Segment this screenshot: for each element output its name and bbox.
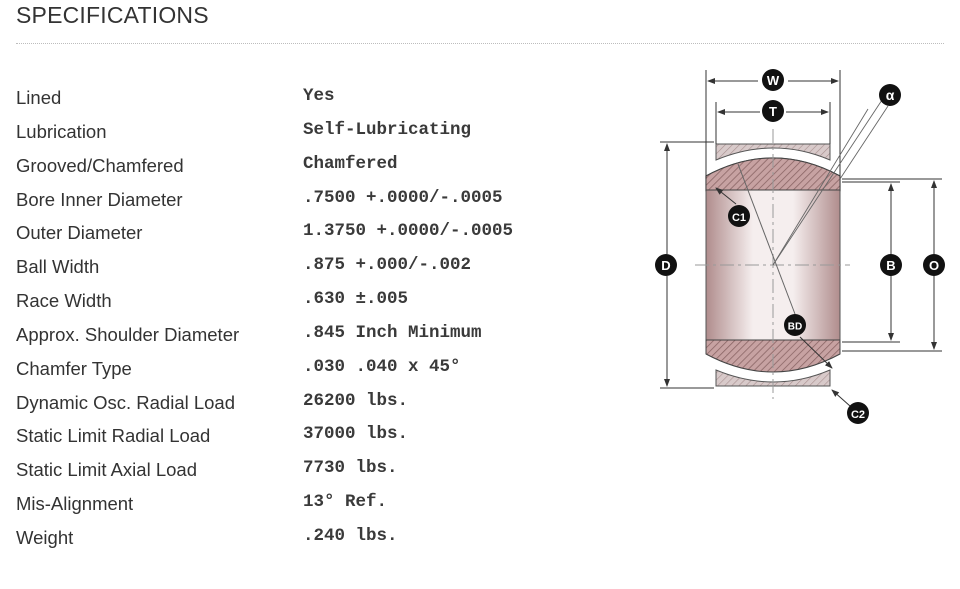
spec-label: Ball Width — [16, 256, 100, 278]
spec-label: Chamfer Type — [16, 357, 132, 379]
bd-label: BD — [787, 321, 803, 333]
spec-label: Grooved/Chamfered — [16, 154, 184, 176]
spec-value: Chamfered — [303, 153, 398, 174]
spec-value: 7730 lbs. — [303, 458, 398, 479]
spec-value: .240 lbs. — [303, 525, 398, 546]
spec-label: Bore Inner Diameter — [16, 188, 183, 210]
spec-label: Weight — [16, 526, 74, 548]
spec-value: 37000 lbs. — [303, 424, 409, 445]
spec-value: 13° Ref. — [303, 492, 388, 513]
t-label: T — [769, 104, 777, 119]
spec-value: 1.3750 +.0000/-.0005 — [303, 221, 514, 242]
spec-label: Race Width — [16, 290, 112, 312]
bearing-diagram — [650, 64, 950, 434]
spec-value: .7500 +.0000/-.0005 — [303, 187, 503, 208]
spec-label: Approx. Shoulder Diameter — [16, 323, 240, 345]
spec-value: .875 +.000/-.002 — [303, 255, 472, 276]
spec-label: Lined — [16, 87, 62, 108]
c2-label: C2 — [850, 409, 866, 421]
alpha-label: α — [885, 87, 895, 103]
spec-value: .030 .040 x 45° — [303, 356, 461, 377]
b-label: B — [886, 258, 896, 273]
w-label: W — [766, 73, 780, 88]
spec-value: Yes — [303, 86, 335, 106]
spec-value: .845 Inch Minimum — [303, 322, 482, 343]
title-divider — [16, 43, 944, 44]
spec-label: Dynamic Osc. Radial Load — [16, 391, 236, 413]
spec-value: 26200 lbs. — [303, 390, 409, 411]
spec-label: Lubrication — [16, 120, 107, 142]
spec-label: Static Limit Radial Load — [16, 425, 211, 447]
c1-label: C1 — [731, 212, 747, 224]
spec-value: .630 ±.005 — [303, 289, 409, 310]
spec-label: Static Limit Axial Load — [16, 459, 197, 481]
d-label: D — [661, 258, 671, 273]
o-label: O — [928, 258, 940, 273]
spec-label: Outer Diameter — [16, 222, 143, 244]
spec-value: Self-Lubricating — [303, 119, 472, 140]
page-title: SPECIFICATIONS — [16, 2, 209, 28]
spec-label: Mis-Alignment — [16, 493, 134, 515]
